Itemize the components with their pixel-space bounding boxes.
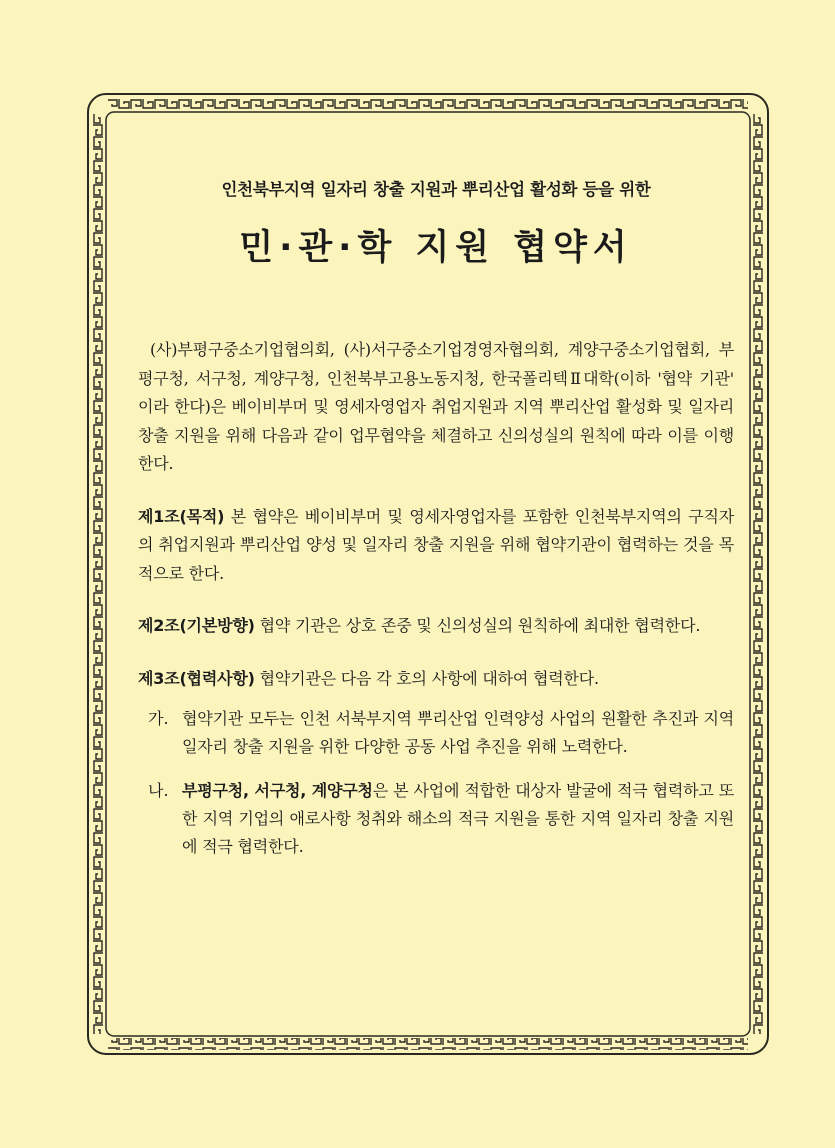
article-2: [138, 612, 734, 641]
article-3-body: 협약기관은 다음 각 호의 사항에 대하여 협력한다.: [254, 668, 599, 688]
article-1-body: 본 협약은 베이비부머 및 영세자영업자를 포함한 인천북부지역의 구직자의 취업지원과 뿌리산업 양성 및 일자리 창출 지원을 위해 협약기관이 협력하는 것을 목적으로 한다.: [138, 506, 734, 583]
article-3-items: [138, 705, 734, 861]
article-1: [138, 503, 734, 589]
item-marker: 가.: [148, 709, 169, 728]
item-text: [182, 705, 734, 761]
article-2-heading: 제2조(기본방향): [138, 616, 255, 635]
list-item: [138, 705, 734, 761]
intro-text: (사)부평구중소기업협의회, (사)서구중소기업경영자협의회, 계양구중소기업협회, 부평구청, 서구청, 계양구청, 인천북부고용노동지청, 한국폴리텍Ⅱ대학(이하 '협약 기관' 이라 한다)은 베이비부머 및 영세자영업자 취업지원과 지역 뿌리산업 활성화 및 일자리 창출 지원을 위해 다음과 같이 업무협약을 체결하고 신의성실의 원칙에 따라 이를 이행한다.: [138, 340, 734, 473]
article-2-body: 협약 기관은 상호 존중 및 신의성실의 원칙하에 최대한 협력한다.: [254, 616, 701, 635]
item-text: [182, 777, 734, 861]
item-bold-text: 부평구청, 서구청, 계양구청: [182, 781, 373, 800]
item-text-body: 협약기관 모두는 인천 서북부지역 뿌리산업 인력양성 사업의 원활한 추진과 지역 일자리 창출 지원을 위한 다양한 공동 사업 추진을 위해 노력한다.: [182, 709, 734, 756]
document-body: [138, 176, 734, 861]
item-marker: 나.: [148, 781, 169, 800]
article-1-heading: 제1조(목적): [138, 506, 225, 526]
item-text-body: 은 본 사업에 적합한 대상자 발굴에 적극 협력하고 또한 지역 기업의 애로사항 청취와 해소의 적극 지원을 통한 지역 일자리 창출 지원에 적극 협력한다.: [182, 781, 734, 856]
intro-paragraph: [138, 336, 734, 479]
article-3: [138, 665, 734, 694]
list-item: [138, 777, 734, 861]
article-3-heading: 제3조(협력사항): [138, 668, 255, 688]
document-title: 민·관·학 지원 협약서: [239, 228, 633, 268]
document-subtitle: 인천북부지역 일자리 창출 지원과 뿌리산업 활성화 등을 위한: [221, 180, 651, 199]
